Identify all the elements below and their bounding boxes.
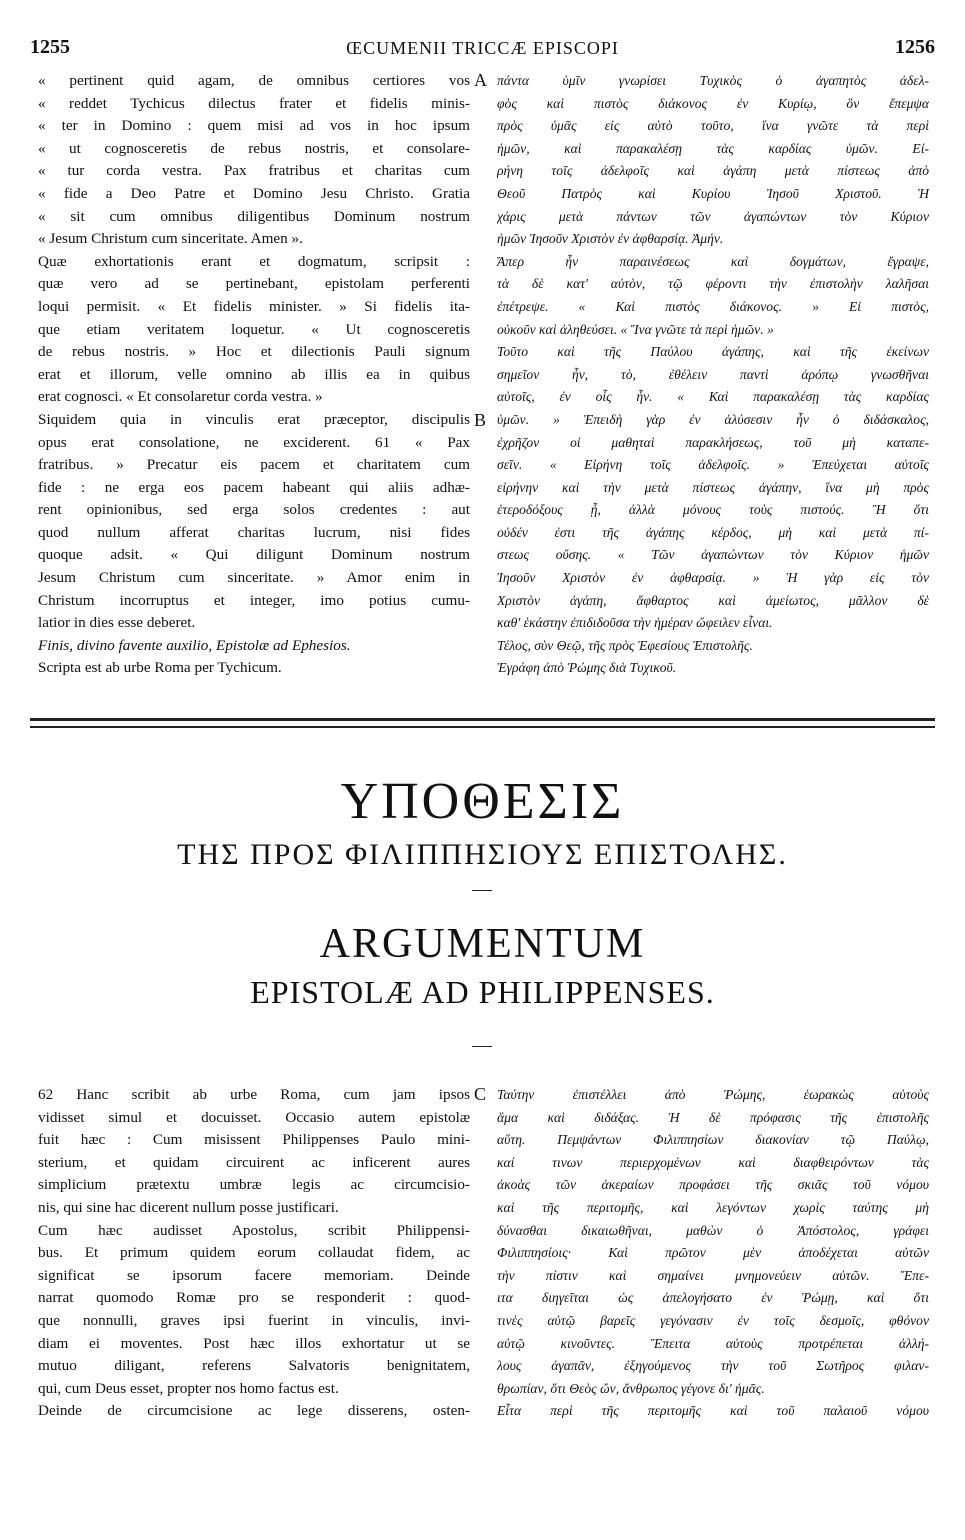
text-line: χάρις μετὰ πάντων τῶν ἀγαπώντων τὸν Κύριον [497,208,929,224]
text-line: Θεοῦ Πατρὸς καὶ Κυρίου Ἰησοῦ Χριστοῦ. Ἡ [497,185,929,201]
text-line: πάντα ὑμῖν γνωρίσει Τυχικὸς ὁ ἀγαπητὸς ἀδελ- [497,73,929,88]
top-latin-column [38,70,470,680]
latin-scripta: Scripta est ab urbe Roma per Tychicum. [38,659,282,677]
text-line: quoque adsit. « Qui diligunt Dominum nostrum [38,546,470,564]
text-line: καθ' ἑκάστην ἐπιδιδοῦσα τὴν ἡμέραν ὤφειλεν εἶναι. [497,615,773,631]
text-line: ἅμα καὶ διδάξας. Ἡ δὲ πρόφασις τῆς ἐπιστολῆς [497,1109,929,1125]
text-line: ρήνη τοῖς ἀδελφοῖς καὶ ἀγάπη μετὰ πίστεως ἀπὸ [497,163,929,179]
text-line: « pertinent quid agam, de omnibus certiores vos [38,72,470,89]
section-divider-thin [30,726,935,728]
text-line: οὐδέν ἐστι τῆς ἀγάπης κέρδος, μὴ καὶ μετὰ πί- [497,524,929,540]
text-line: λους ἀγαπᾶν, ἐξηγούμενος τὴν τοῦ Σωτῆρος φιλαν- [497,1358,929,1374]
greek-egraphe: Ἐγράφη ἀπὸ Ῥώμης διὰ Τυχικοῦ. [497,660,677,676]
text-line: latior in dies esse deberet. [38,614,196,632]
text-line: quæ vero ad se pertinebant, epistolam perferenti [38,275,470,293]
text-line: ιτα διηγεῖται ὡς ἀπελογήσατο ἐν Ῥώμῃ, καὶ ὅτι [497,1290,929,1306]
heading-dash [472,890,492,891]
text-line: « ut cognosceretis de rebus nostris, et consolare- [38,139,470,157]
text-line: « sit cum omnibus diligentibus Dominum nostrum [38,207,470,225]
text-line: τὴν πίστιν καὶ σημαίνει μνημονεύειν αὐτῶν. Ἔπε- [497,1267,929,1283]
text-line: εἰρήνην καὶ τὴν μετὰ πίστεως ἀγάπην, ἵνα μὴ πρὸς [497,479,929,495]
greek-subheading: ΤΗΣ ΠΡΟΣ ΦΙΛΙΠΠΗΣΙΟΥΣ ΕΠΙΣΤΟΛΗΣ. [177,838,788,871]
text-line: qui, cum Deus esset, propter nos homo factus est. [38,1379,339,1397]
text-line: ἐπέτρεψε. « Καὶ πιστὸς διάκονος. » Εἰ πιστὸς, [497,298,929,314]
text-line: φὸς καὶ πιστὸς διάκονος ἐν Κυρίῳ, ὃν ἔπεμψα [497,95,929,111]
text-line: Deinde de circumcisione ac lege disserens, osten- [38,1402,470,1420]
text-line: ἀκοὰς τῶν ἀκεραίων προφάσει τῆς σκιᾶς τοῦ νόμου [497,1177,929,1193]
text-line: erat et illorum, velle omnino ab illis ea in quibus [38,365,470,383]
section-divider [30,718,935,721]
latin-heading: ARGUMENTUM [319,921,646,967]
latin-subheading: EPISTOLÆ AD PHILIPPENSES. [250,974,715,1010]
text-line: οὐκοῦν καὶ ἀληθεύσει. « Ἵνα γνῶτε τὰ περὶ ἡμῶν. » [497,321,774,337]
text-line: θρωπίαν, ὅτι Θεὸς ὤν, ἄνθρωπος γέγονε δι' ἡμᾶς. [497,1380,765,1396]
text-line: erat cognosci. « Et consolaretur corda vestra. » [38,388,323,406]
text-line: Φιλιππησίοις· Καὶ πρῶτον μὲν ἀποδέχεται αὐτῶν [497,1245,929,1261]
text-line: σημεῖον ἦν, τὸ, ἐθέλειν παντὶ ἀρόπῳ γνωσθῆναι [497,366,929,382]
text-line: « tur corda vestra. Pax fratribus et charitas cum [38,162,470,180]
text-line: ἑτεροδόξους ᾖ, ἀλλὰ μόνους τοὺς πιστούς. Ἢ ὅτι [497,502,929,518]
text-line: fide : ne erga eos pacem habeant qui aliis adhæ- [38,478,470,496]
text-line: τινὲς αὐτῷ βαρεῖς γεγόνασιν ἐν τοῖς δεσμοῖς, φθόνον [497,1312,929,1328]
text-line: ἐχρῆζον οἱ μαθηταὶ παρακλήσεως, τοῦ μὴ καταπε- [497,434,929,450]
text-line: καί τινων περιερχομένων καὶ διαφθειρόντων τὰς [497,1154,929,1170]
text-line: Siquidem quia in vinculis erat præceptor, discipulis [38,410,470,428]
text-line: simplicium prætextu umbræ legis ac circumcisio- [38,1176,470,1194]
text-line: Εἶτα περὶ τῆς περιτομῆς καὶ τοῦ παλαιοῦ νόμου [497,1403,929,1419]
text-line: Christum incorruptus et integer, imo potius cumu- [38,591,470,609]
text-line: mutuo diligant, referens Salvatoris benignitatem, [38,1357,470,1375]
text-line: loqui permisit. « Et fidelis minister. » Si fidelis ita- [38,297,470,315]
text-line: rent opinionibus, sed erga solos credentes : aut [38,501,470,519]
bottom-latin-column [38,1084,470,1423]
text-line: fratribus. » Precatur eis pacem et charitatem cum [38,456,470,474]
text-line: vidisset simul et docuisset. Occasio autem epistolæ [38,1108,470,1126]
text-line: Ἅπερ ἦν παραινέσεως καὶ δογμάτων, ἔγραψε, [497,253,929,269]
heading-dash [472,1046,492,1047]
margin-marker-a: A [474,70,487,90]
text-line: Χριστὸν ἀγάπη, ἄφθαρτος καὶ ἀμείωτος, μᾶλλον δὲ [497,592,929,608]
greek-telos: Τέλος, σὺν Θεῷ, τῆς πρὸς Ἐφεσίους Ἐπιστολῆς. [497,637,753,653]
page-number-left: 1255 [30,36,70,58]
text-line: αὕτη. Πεμψάντων Φιλιππησίων διακονίαν τῷ Παύλῳ, [497,1132,929,1148]
latin-finis: Finis, divino favente auxilio, Epistolæ ad Ephesios. [38,636,351,654]
text-line: significat se ipsorum facere memoriam. Deinde [38,1266,470,1284]
text-line: quod nullum afferat charitas lucrum, nisi fides [38,523,470,541]
text-line: ἡμῶν, καὶ παρακαλέσῃ τὰς καρδίας ὑμῶν. Εἰ- [497,140,929,156]
text-line: καὶ τῆς περιτομῆς, καὶ λεγόντων χωρὶς ταύτης μὴ [497,1199,929,1215]
text-line: fuit hæc : Cum misissent Philippenses Paulo mini- [38,1131,470,1149]
text-line: de rebus nostris. » Hoc et dilectionis Pauli signum [38,343,470,361]
text-line: σεῖν. « Εἰρήνη τοῖς ἀδελφοῖς. » Ἐπεύχεται αὐτοῖς [497,457,929,473]
text-line: πρὸς ὑμᾶς εἰς αὐτὸ τοῦτο, ἵνα γνῶτε τὰ περὶ [497,118,929,134]
running-header [30,36,935,62]
text-line: bus. Et primum quidem eorum collaudat fidem, ac [38,1244,470,1262]
text-line: αὐτοῖς, ἐν οἷς ἦν. « Καὶ παρακαλέσῃ τὰς καρδίας [497,389,929,405]
text-line: nis, qui sine hac dicerent nullum posse justificari. [38,1198,339,1216]
margin-marker-c: C [474,1084,487,1104]
text-line: diam ei moventes. Post hæc illos exhortatur ut se [38,1334,470,1352]
text-line: δύνασθαι δικαιωθῆναι, μαθὼν ὁ Ἀπόστολος, γράφει [497,1222,929,1238]
top-greek-column [497,70,929,680]
text-line: τὰ δὲ κατ' αὐτὸν, τῷ φέροντι τὴν ἐπιστολὴν λαλῆσαι [497,276,929,292]
text-line: « Jesum Christum cum sinceritate. Amen ». [38,230,303,248]
text-line: sterium, et quidam circuirent ac inficerent aures [38,1153,470,1171]
text-line: αὐτῷ κινοῦντες. Ἔπειτα αὐτοὺς προτρέπεται ἀλλή- [497,1335,929,1351]
text-line: que etiam veritatem loquetur. « Ut cognosceretis [38,320,470,338]
text-line: ἡμῶν Ἰησοῦν Χριστὸν ἐν ἀφθαρσίᾳ. Ἀμήν. [497,231,724,247]
greek-heading: ΥΠΟΘΕΣΙΣ [340,773,625,830]
text-line: Ταύτην ἐπιστέλλει ἀπὸ Ῥώμης, ἑωρακὼς αὐτοὺς [497,1087,929,1102]
text-line: Cum hæc audisset Apostolus, scribit Philippensi- [38,1221,470,1239]
bottom-greek-column [497,1084,929,1423]
text-line: « ter in Domino : quem misi ad vos in hoc ipsum [38,117,470,135]
text-line: Quæ exhortationis erant et dogmatum, scripsit : [38,252,470,270]
text-line: Jesum Christum cum sinceritate. » Amor enim in [38,569,470,587]
margin-marker-b: B [474,410,487,430]
text-line: Ἰησοῦν Χριστὸν ἐν ἀφθαρσίᾳ. » Ἡ γὰρ εἰς τὸν [497,570,929,586]
page-number-right: 1256 [895,36,935,58]
running-title: ŒCUMENII TRICCÆ EPISCOPI [346,38,619,58]
text-line: « reddet Tychicus dilectus frater et fidelis minis- [38,94,470,112]
text-line: 62 Hanc scribit ab urbe Roma, cum jam ipsos [38,1086,470,1103]
text-line: que nonnulli, graves ipsi fuerint in vinculis, invi- [38,1311,470,1329]
text-line: « fide a Deo Patre et Domino Jesu Christo. Gratia [38,184,470,202]
text-line: ὑμῶν. » Ἐπειδὴ γὰρ ἐν ἁλύσεσιν ἦν ὁ διδάσκαλος, [497,411,929,427]
text-line: narrat quomodo Romæ pro se responderit : quod- [38,1289,470,1307]
text-line: opus erat consolatione, ne exciderent. 61 « Pax [38,433,470,451]
text-line: Τοῦτο καὶ τῆς Παύλου ἀγάπης, καὶ τῆς ἐκείνων [497,344,929,360]
text-line: στεως οὔσης. « Τῶν ἀγαπώντων τὸν Κύριον ἡμῶν [497,547,929,563]
